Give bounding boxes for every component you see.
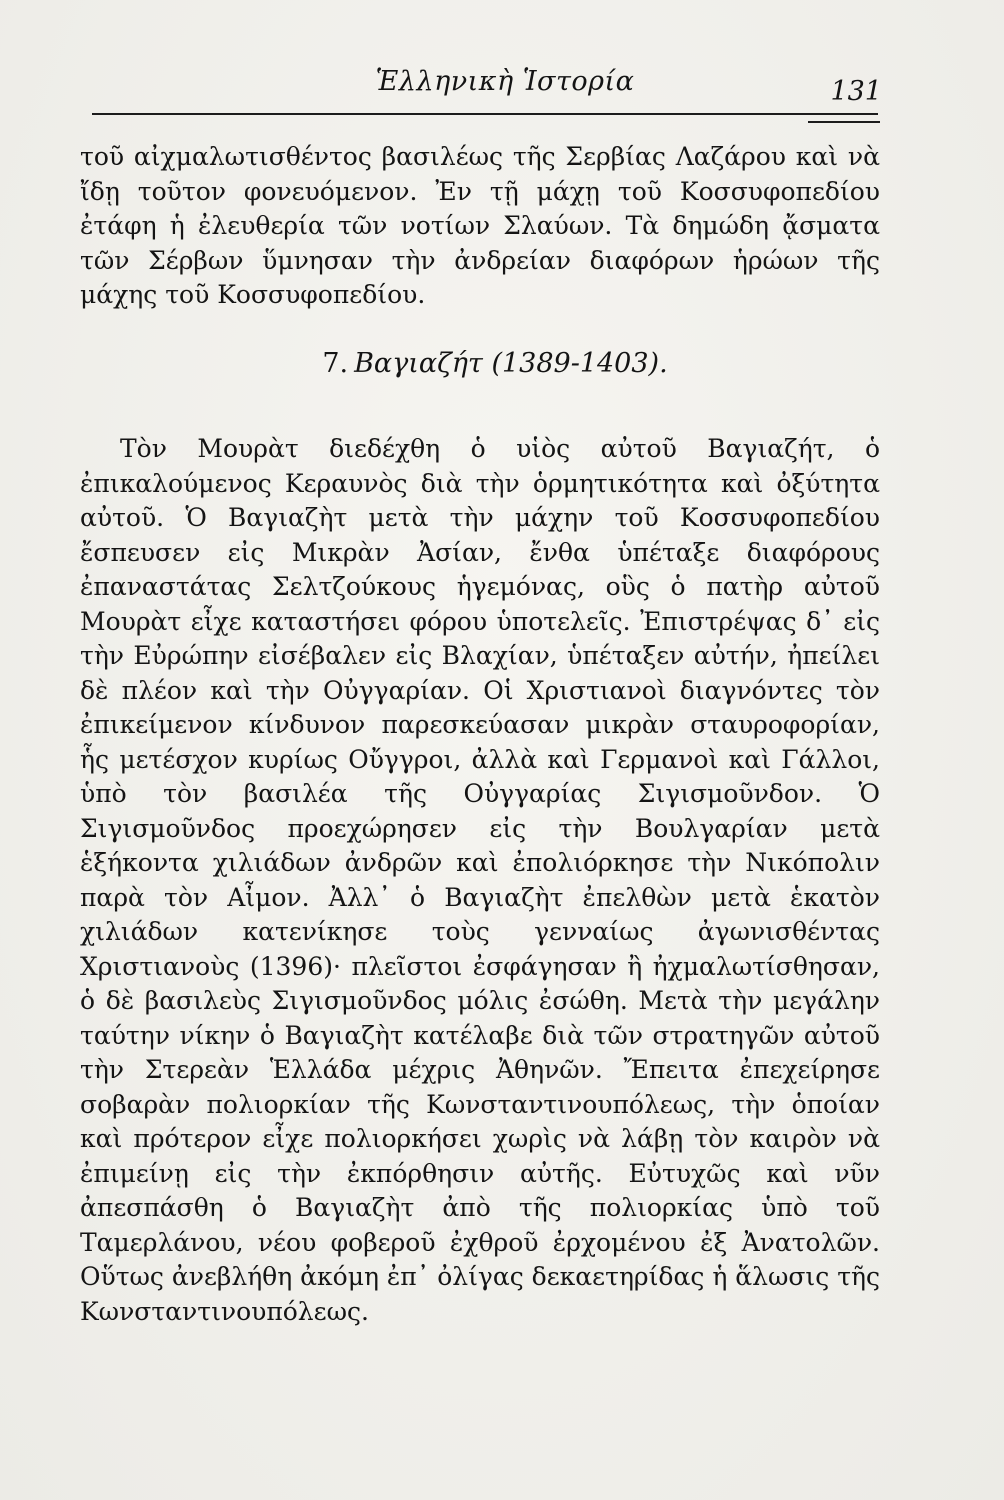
section-heading <box>270 348 720 379</box>
paragraph-continuation: τοῦ αἰχμαλωτισθέντος βασιλέως τῆς Σερβίας Λαζάρου καὶ νὰ ἴδῃ τοῦτον φονευόμενον. Ἐν τῇ μάχῃ τοῦ Κοσσυφοπεδίου ἐτάφη ἡ ἐλευθερία τῶν νοτίων Σλαύων. Τὰ δημώδη ᾄσματα τῶν Σέρβων ὕμνησαν τὴν ἀνδρείαν διαφόρων ἡρώων τῆς μάχης τοῦ Κοσσυφοπεδίου. <box>80 142 880 309</box>
page-number-rule <box>808 121 880 123</box>
header-rule <box>92 113 878 115</box>
paragraph-body: Τὸν Μουρὰτ διεδέχθη ὁ υἱὸς αὐτοῦ Βαγιαζήτ, ὁ ἐπικαλούμενος Κεραυνὸς διὰ τὴν ὁρμητικότητα καὶ ὀξύτητα αὐτοῦ. Ὁ Βαγιαζὴτ μετὰ τὴν μάχην τοῦ Κοσσυφοπεδίου ἔσπευσεν εἰς Μικρὰν Ἀσίαν, ἔνθα ὑπέταξε διαφόρους ἐπαναστάτας Σελτζούκους ἡγεμόνας, οὓς ὁ πατὴρ αὐτοῦ Μουρὰτ εἶχε καταστήσει φόρου ὑποτελεῖς. Ἐπιστρέψας δ᾽ εἰς τὴν Εὐρώπην εἰσέβαλεν εἰς Βλαχίαν, ὑπέταξεν αὐτήν, ἠπείλει δὲ πλέον καὶ τὴν Οὐγγαρίαν. Οἱ Χριστιανοὶ διαγνόντες τὸν ἐπικείμενον κίνδυνον παρεσκεύασαν μικρὰν σταυροφορίαν, ἧς μετέσχον κυρίως Οὔγγροι, ἀλλὰ καὶ Γερμανοὶ καὶ Γάλλοι, ὑπὸ τὸν βασιλέα τῆς Οὐγγαρίας Σιγισμοῦνδον. Ὁ Σιγισμοῦνδος προεχώρησεν εἰς τὴν Βουλγαρίαν μετὰ ἑξήκοντα χιλιάδων ἀνδρῶν καὶ ἐπολιόρκησε τὴν Νικόπολιν παρὰ τὸν Αἶμον. Ἀλλ᾽ ὁ Βαγιαζὴτ ἐπελθὼν μετὰ ἑκατὸν χιλιάδων κατενίκησε τοὺς γενναίως ἀγωνισθέντας Χριστιανοὺς (1396)· πλεῖστοι ἐσφάγησαν ἢ ἠχμαλωτίσθησαν, ὁ δὲ βασιλεὺς Σιγισμοῦνδος μόλις ἐσώθη. Μετὰ τὴν μεγάλην ταύτην νίκην ὁ Βαγιαζὴτ κατέλαβε διὰ τῶν στρατηγῶν αὐτοῦ τὴν Στερεὰν Ἑλλάδα μέχρις Ἀθηνῶν. Ἔπειτα ἐπεχείρησε σοβαρὰν πολιορκίαν τῆς Κωνσταντινουπόλεως, τὴν ὁποίαν καὶ πρότερον εἶχε πολιορκήσει χωρὶς νὰ λάβῃ τὸν καιρὸν νὰ ἐπιμείνῃ εἰς τὴν ἐκπόρθησιν αὐτῆς. Εὐτυχῶς καὶ νῦν ἀπεσπάσθη ὁ Βαγιαζὴτ ἀπὸ τῆς πολιορκίας ὑπὸ τοῦ Ταμερλάνου, νέου φοβεροῦ ἐχθροῦ ἐρχομένου ἐξ Ἀνατολῶν. Οὕτως ἀνεβλήθη ἀκόμη ἐπ᾽ ὀλίγας δεκαετηρίδας ἡ ἅλωσις τῆς Κωνσταντινουπόλεως. <box>80 434 880 1326</box>
page-number: 131 <box>830 76 882 107</box>
running-head-title: Ἑλληνικὴ Ἱστορία <box>375 66 635 97</box>
section-number: 7. <box>322 348 349 379</box>
section-title: Βαγιαζήτ (1389-1403). <box>354 348 668 379</box>
